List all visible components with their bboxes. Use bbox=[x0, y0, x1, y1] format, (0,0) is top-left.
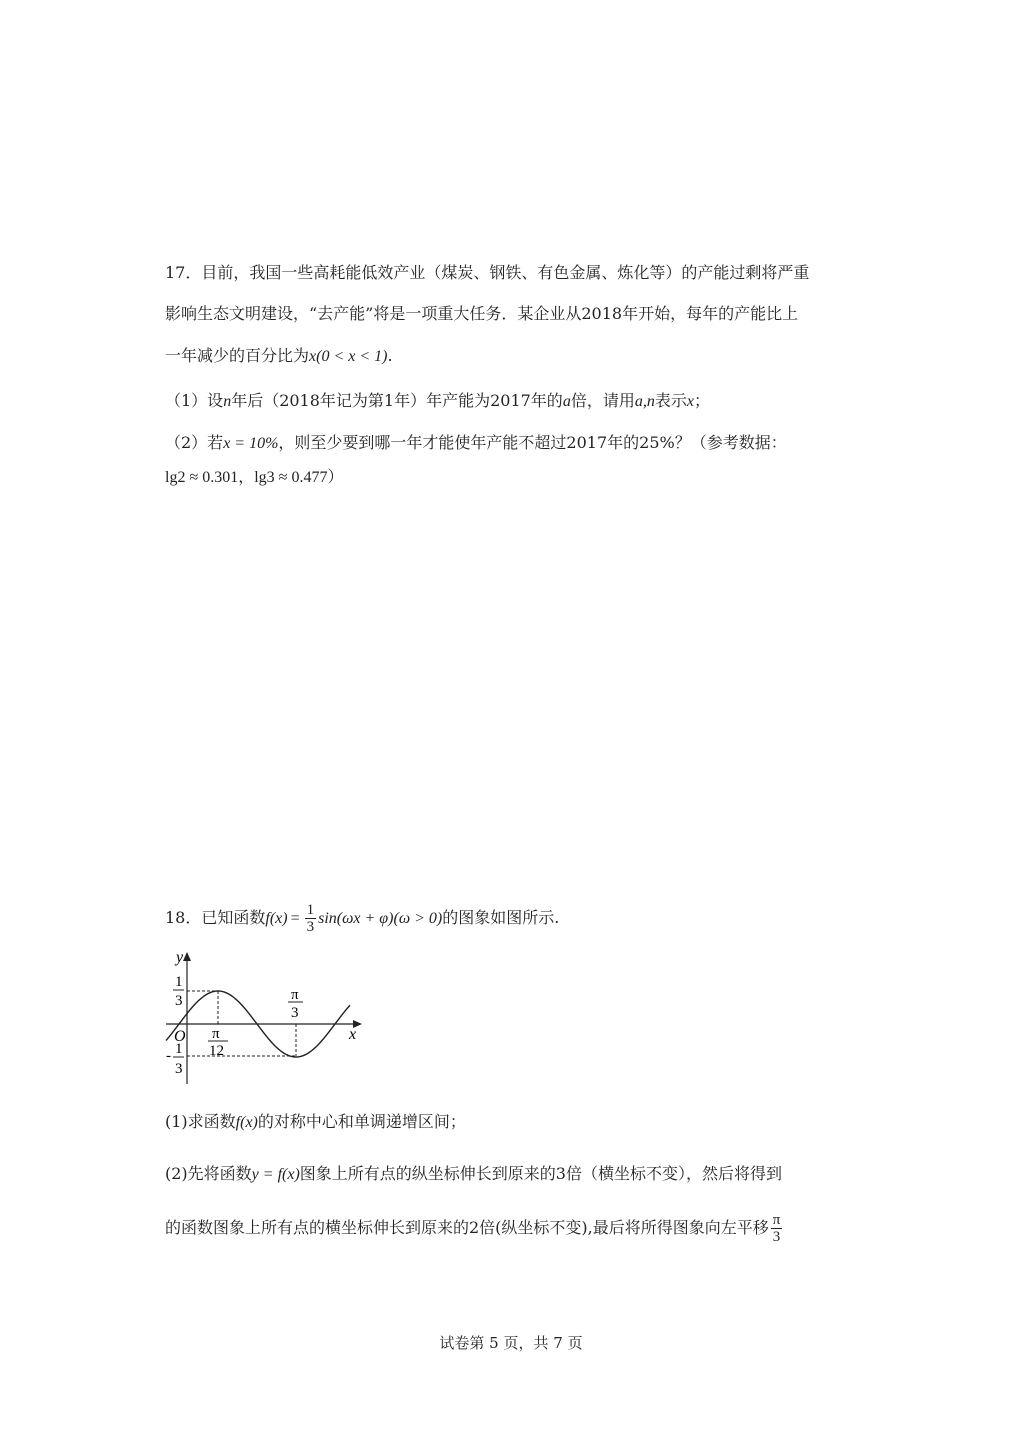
q17-sub1-n: n bbox=[223, 393, 232, 410]
q17-sub2-math: x = 10% bbox=[223, 435, 279, 452]
q17-sub1 bbox=[165, 390, 710, 413]
x-axis-label: x bbox=[349, 1026, 357, 1043]
q18-stem-frac-num: 1 bbox=[306, 902, 315, 918]
origin-label: O bbox=[174, 1028, 186, 1045]
x1-den: 12 bbox=[209, 1043, 224, 1059]
q18-stem-f: f(x) bbox=[265, 910, 288, 927]
q18-stem bbox=[165, 898, 559, 939]
q17-sub2-ref: lg2 ≈ 0.301，lg3 ≈ 0.477） bbox=[165, 469, 344, 486]
y-bot-num: 1 bbox=[175, 1041, 183, 1057]
q17-sub2-a: （2）若 bbox=[165, 433, 224, 452]
page-footer: 试卷第 5 页，共 7 页 bbox=[439, 1334, 583, 1352]
sine-graph bbox=[160, 944, 370, 1089]
q18-sub2-frac-num: π bbox=[772, 1212, 781, 1228]
q18-stem-frac-den: 3 bbox=[306, 919, 315, 935]
q18-stem-eq: = bbox=[290, 910, 300, 927]
q18-sub2-b: 图象上所有点的纵坐标伸长到原来的3倍（横坐标不变），然后将得到 bbox=[299, 1164, 782, 1183]
q18-stem-frac bbox=[305, 902, 317, 935]
q18-sub1-f: f(x) bbox=[235, 1114, 258, 1131]
q18-sub2-f: y = f(x) bbox=[251, 1166, 300, 1183]
q17-sub1-vars: a,n bbox=[634, 393, 655, 410]
q17-sub1-a: （1）设 bbox=[165, 391, 224, 410]
x2-num: π bbox=[291, 987, 299, 1003]
q18-sub2-line2 bbox=[165, 1208, 784, 1248]
q18-sub2-line2-text: 的函数图象上所有点的横坐标伸长到原来的2倍(纵坐标不变),最后将所得图象向左平移 bbox=[165, 1218, 769, 1237]
q18-stem-func: sin(ωx + φ)(ω > 0) bbox=[318, 910, 443, 927]
q17-line3-math: x(0 < x < 1) bbox=[309, 348, 388, 365]
y-bot-sign: - bbox=[166, 1048, 171, 1064]
q17-line3 bbox=[165, 345, 393, 368]
x1-num: π bbox=[212, 1026, 220, 1042]
q18-sub2 bbox=[165, 1163, 782, 1186]
q17-sub1-e: ； bbox=[693, 391, 710, 410]
q18-sub2-a: (2)先将函数 bbox=[165, 1164, 252, 1183]
q18-stem-a: 18．已知函数 bbox=[165, 908, 266, 927]
q17-sub1-avar: a bbox=[562, 393, 571, 410]
q17-line1: 17．目前，我国一些高耗能低效产业（煤炭、钢铁、有色金属、炼化等）的产能过剩将严重 bbox=[165, 263, 810, 282]
q17-sub2-b: ，则至少要到哪一年才能使年产能不超过2017年的25%？（参考数据： bbox=[278, 433, 787, 452]
y-top-num: 1 bbox=[175, 974, 183, 990]
q17-line3-end: . bbox=[387, 346, 393, 365]
q17-sub1-b: 年后（2018年记为第1年）年产能为2017年的 bbox=[231, 391, 563, 410]
x2-den: 3 bbox=[291, 1005, 299, 1021]
q17-sub1-x: x bbox=[686, 393, 694, 410]
q18-sub1 bbox=[165, 1111, 466, 1134]
q17-sub2 bbox=[165, 432, 787, 455]
q17-sub1-d: 表示 bbox=[654, 391, 687, 410]
y-top-den: 3 bbox=[175, 993, 183, 1009]
q18-stem-b: 的图象如图所示. bbox=[442, 908, 560, 927]
q17-sub1-c: 倍，请用 bbox=[570, 391, 635, 410]
y-axis-arrow bbox=[183, 952, 191, 961]
q18-sub1-b: 的对称中心和单调递增区间； bbox=[257, 1112, 466, 1131]
q18-sub1-a: (1)求函数 bbox=[165, 1112, 236, 1131]
q17-line3-text: 一年减少的百分比为 bbox=[165, 346, 310, 365]
y-axis-label: y bbox=[176, 949, 184, 966]
q17-line2: 影响生态文明建设，“去产能”将是一项重大任务．某企业从2018年开始，每年的产能比上 bbox=[165, 304, 799, 323]
q18-sub2-frac bbox=[771, 1212, 783, 1245]
q18-sub2-frac-den: 3 bbox=[772, 1229, 781, 1245]
y-bot-den: 3 bbox=[175, 1061, 183, 1077]
